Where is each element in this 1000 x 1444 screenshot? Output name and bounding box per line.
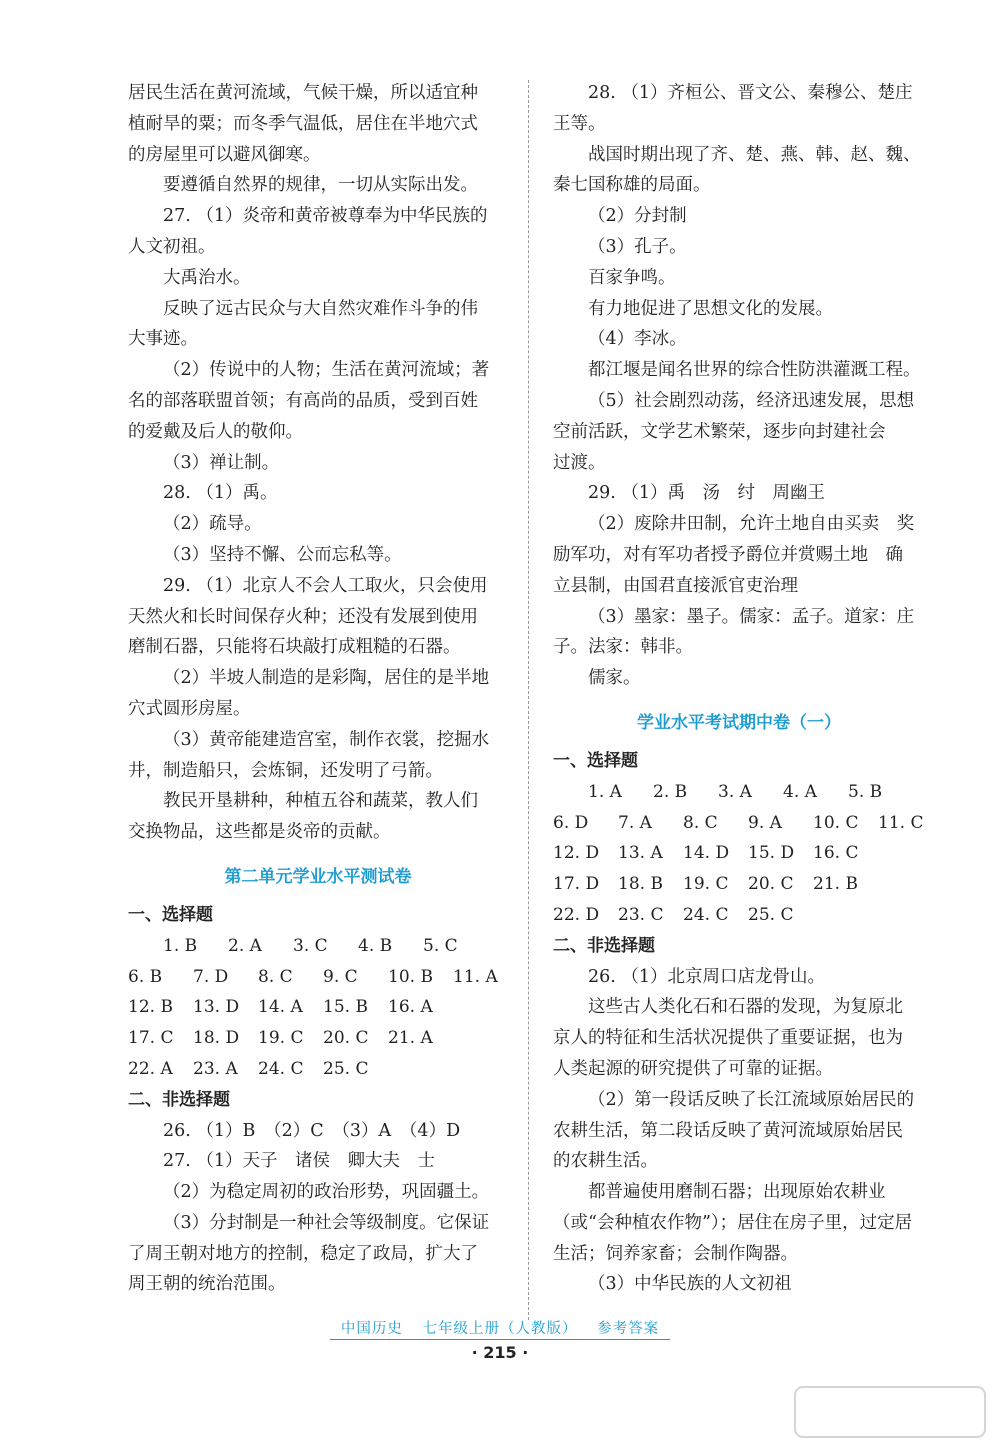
choice-answer: 6. B [128,966,163,987]
choice-answer: 14. A [258,997,303,1018]
section-heading-unit2: 第二单元学业水平测试卷 [224,866,412,887]
answer-line: 空前活跃，文学艺术繁荣，逐步向封建社会 [553,421,886,442]
choice-row [553,869,925,900]
answer-line: 都江堰是闻名世界的综合性防洪灌溉工程。 [588,360,921,381]
choice-answer: 23. A [193,1058,238,1079]
section-choice-label: 一、选择题 [128,904,213,925]
choice-answer: 11. C [878,812,924,833]
answer-line: 周王朝的统治范围。 [128,1274,286,1295]
answer-line: （2）传说中的人物；生活在黄河流域；著 [163,360,490,381]
answer-line: 27. （1）炎帝和黄帝被尊奉为中华民族的 [163,206,488,227]
choice-answer: 12. B [128,997,173,1018]
section-nonchoice-label: 二、非选择题 [128,1089,230,1110]
right-choice-answers [553,777,925,931]
answer-line: 战国时期出现了齐、楚、燕、韩、赵、魏、 [588,144,921,165]
choice-row [553,838,925,869]
choice-answer: 6. D [553,812,589,833]
answer-line: （2）半坡人制造的是彩陶，居住的是半地 [163,668,490,689]
choice-answer: 19. C [258,1028,304,1049]
answer-line: （2）废除井田制，允许土地自由买卖 奖 [588,514,915,535]
left-answers-part2 [128,1116,508,1301]
answer-line: （3）墨家：墨子。儒家：孟子。道家：庄 [588,606,915,627]
choice-answer: 7. A [618,812,652,833]
answer-line: 王等。 [553,113,606,134]
choice-answer: 20. C [748,874,794,895]
answer-line: 教民开垦耕种，种植五谷和蔬菜，教人们 [163,791,478,812]
footer-grade: 七年级上册（人教版） [422,1321,578,1337]
footer-subject: 中国历史 [340,1321,403,1337]
footer-label: 参考答案 [597,1321,660,1337]
answer-line: （或“会种植农作物”）；居住在房子里，过定居 [553,1212,913,1233]
choice-answer: 23. C [618,904,664,925]
choice-answer: 14. D [683,843,730,864]
answer-line: 秦七国称雄的局面。 [553,175,711,196]
answer-line: 生活；饲养家畜；会制作陶器。 [553,1243,798,1264]
choice-answer: 2. B [653,781,688,802]
choice-answer: 9. C [323,966,358,987]
answer-line: 要遵循自然界的规律，一切从实际出发。 [163,175,478,196]
choice-answer: 10. C [813,812,859,833]
choice-answer: 16. A [388,997,433,1018]
answer-line: 名的部落联盟首领；有高尚的品质，受到百姓 [128,390,478,411]
section-nonchoice-label: 二、非选择题 [553,935,655,956]
choice-answer: 24. C [258,1058,304,1079]
answer-line: 交换物品，这些都是炎帝的贡献。 [128,822,391,843]
choice-answer: 16. C [813,843,859,864]
choice-answer: 17. C [128,1028,174,1049]
choice-answer: 17. D [553,874,600,895]
answer-line: 京人的特征和生活状况提供了重要证据，也为 [553,1028,903,1049]
section-choice-label: 一、选择题 [553,750,638,771]
answer-line: 立县制，由国君直接派官吏治理 [553,575,798,596]
choice-answer: 19. C [683,874,729,895]
answer-line: 28. （1）禹。 [163,483,278,504]
choice-answer: 22. D [553,904,600,925]
choice-answer: 2. A [228,935,262,956]
choice-answer: 13. D [193,997,240,1018]
choice-row [553,900,925,931]
answer-line: 人类起源的研究提供了可靠的证据。 [553,1058,833,1079]
answer-line: 井，制造船只，会炼铜，还发明了弓箭。 [128,760,443,781]
right-column [553,78,925,1300]
answer-line: 了周王朝对地方的控制，稳定了政局，扩大了 [128,1243,478,1264]
choice-answer: 22. A [128,1058,173,1079]
answer-line: 百家争鸣。 [588,267,676,288]
answer-line: （3）黄帝能建造宫室，制作衣裳，挖掘水 [163,729,490,750]
watermark-logo [790,1382,990,1442]
choice-row [128,1054,508,1085]
choice-answer: 18. B [618,874,663,895]
left-choice-answers [128,931,508,1085]
answer-line: 的房屋里可以避风御寒。 [128,144,321,165]
section-heading-midterm: 学业水平考试期中卷（一） [637,712,841,733]
choice-answer: 7. D [193,966,229,987]
answer-line: （3）禅让制。 [163,452,280,473]
answer-line: 的农耕生活。 [553,1151,658,1172]
choice-answer: 21. A [388,1028,433,1049]
choice-answer: 3. C [293,935,328,956]
answer-line: 农耕生活，第二段话反映了黄河流域原始居民 [553,1120,903,1141]
choice-answer: 9. A [748,812,782,833]
answer-line: 人文初祖。 [128,236,216,257]
answer-line: 有力地促进了思想文化的发展。 [588,298,833,319]
answer-line: （3）分封制是一种社会等级制度。它保证 [163,1212,490,1233]
choice-answer: 12. D [553,843,600,864]
choice-row [553,777,925,808]
choice-answer: 13. A [618,843,663,864]
answer-line: 29. （1）北京人不会人工取火，只会使用 [163,575,488,596]
footer-band [0,1317,1000,1340]
choice-answer: 20. C [323,1028,369,1049]
choice-answer: 1. B [163,935,198,956]
answer-line: （3）中华民族的人文初祖 [588,1274,792,1295]
choice-row [128,931,508,962]
answer-line: 子。法家：韩非。 [553,637,693,658]
answer-line: 植耐旱的粟；而冬季气温低，居住在半地穴式 [128,113,478,134]
answer-line: （3）坚持不懈、公而忘私等。 [163,544,402,565]
choice-answer: 25. C [748,904,794,925]
answer-line: 27. （1）天子 诸侯 卿大夫 士 [163,1151,436,1172]
choice-answer: 8. C [683,812,718,833]
choice-row [553,808,925,839]
choice-answer: 1. A [588,781,622,802]
answer-line: 磨制石器，只能将石块敲打成粗糙的石器。 [128,637,461,658]
answer-line: 天然火和长时间保存火种；还没有发展到使用 [128,606,478,627]
answer-line: 大事迹。 [128,329,198,350]
answer-line: 26. （1）北京周口店龙骨山。 [588,966,826,987]
choice-answer: 5. C [423,935,458,956]
right-answers-part2 [553,962,925,1301]
answer-line: 大禹治水。 [163,267,251,288]
choice-answer: 3. A [718,781,752,802]
answer-line: 过渡。 [553,452,606,473]
choice-answer: 15. B [323,997,368,1018]
left-answers-part1 [128,78,508,848]
answer-line: （4）李冰。 [588,329,687,350]
answer-line: （2）分封制 [588,206,687,227]
answer-line: 26. （1）B （2）C （3）A （4）D [163,1120,461,1141]
answer-line: 29. （1）禹 汤 纣 周幽王 [588,483,826,504]
answer-line: 的爱戴及后人的敬仰。 [128,421,303,442]
choice-row [128,962,508,993]
answer-line: （2）为稳定周初的政治形势，巩固疆土。 [163,1182,490,1203]
right-answers-part1 [553,78,925,694]
choice-answer: 25. C [323,1058,369,1079]
answer-line: （2）第一段话反映了长江流域原始居民的 [588,1089,915,1110]
choice-row [128,1023,508,1054]
answer-line: 这些古人类化石和石器的发现，为复原北 [588,997,903,1018]
answer-line: 居民生活在黄河流域，气候干燥，所以适宜种 [128,83,478,103]
choice-answer: 4. B [358,935,393,956]
column-divider [528,80,529,1320]
answer-line: 励军功，对有军功者授予爵位并赏赐土地 确 [553,544,903,565]
choice-answer: 8. C [258,966,293,987]
choice-answer: 15. D [748,843,795,864]
answer-line: 28. （1）齐桓公、晋文公、秦穆公、楚庄 [588,83,913,103]
choice-answer: 18. D [193,1028,240,1049]
answer-line: 都普遍使用磨制石器；出现原始农耕业 [588,1182,886,1203]
left-column [128,78,508,1300]
answer-line: （3）孔子。 [588,236,687,257]
answer-line: （2）疏导。 [163,514,262,535]
choice-answer: 11. A [453,966,498,987]
answer-line: （5）社会剧烈动荡，经济迅速发展，思想 [588,390,915,411]
choice-answer: 4. A [783,781,817,802]
choice-answer: 24. C [683,904,729,925]
choice-answer: 21. B [813,874,858,895]
choice-row [128,992,508,1023]
answer-line: 穴式圆形房屋。 [128,698,251,719]
choice-answer: 5. B [848,781,883,802]
answer-line: 儒家。 [588,668,641,689]
answer-line: 反映了远古民众与大自然灾难作斗争的伟 [163,298,478,319]
choice-answer: 10. B [388,966,433,987]
page-number: · 215 · [471,1343,529,1362]
